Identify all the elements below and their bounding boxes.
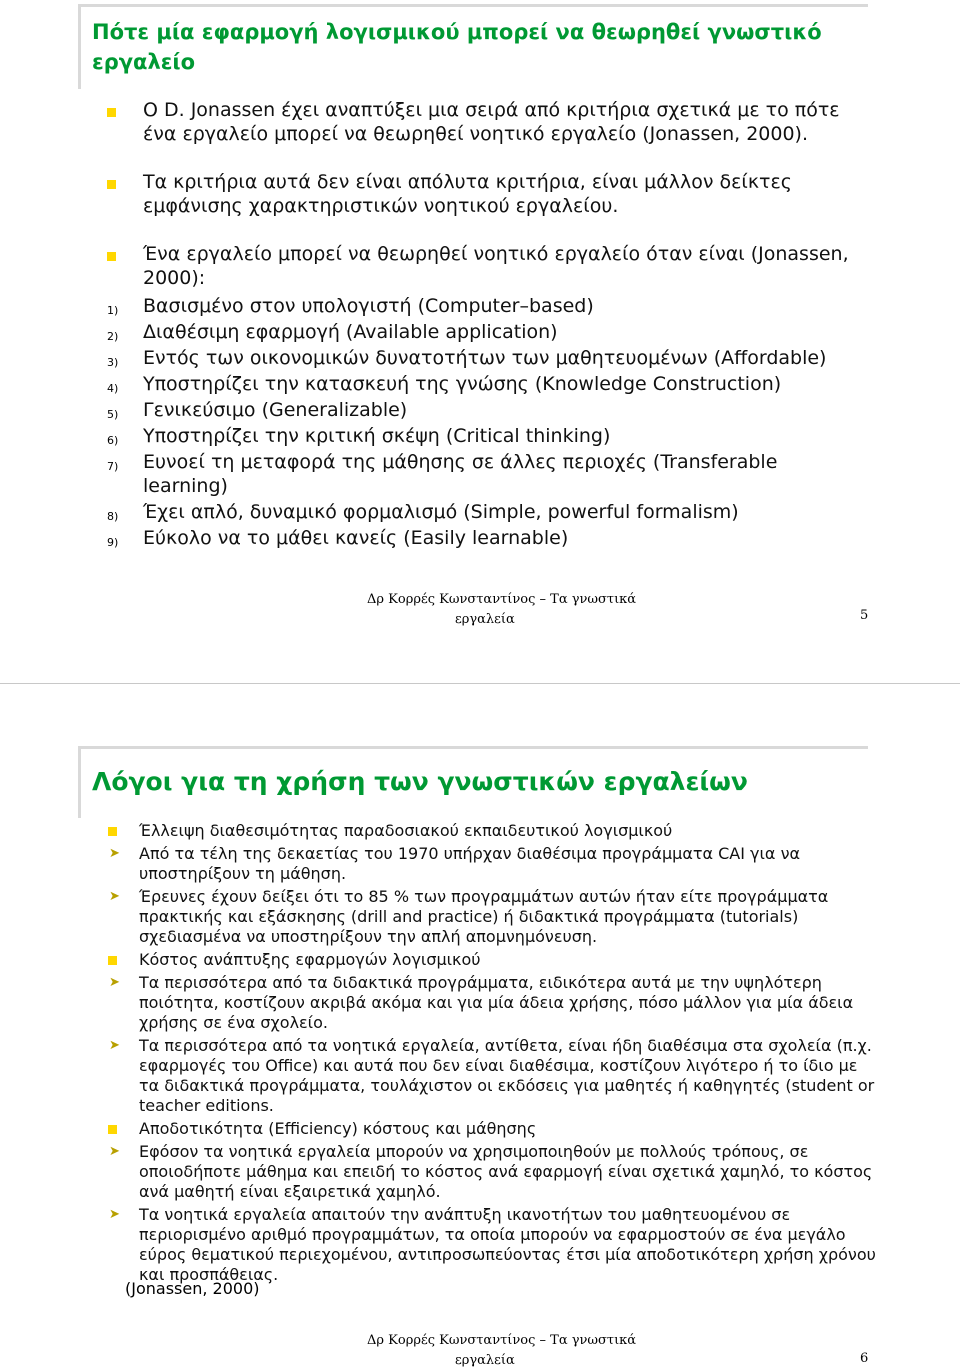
slide-frame-left: [78, 4, 81, 89]
sub-bullet-item: [108, 887, 878, 947]
sub-bullet-item: [108, 844, 878, 884]
bullet-text: Αποδοτικότητα (Efficiency) κόστους και μάθησης: [139, 1119, 537, 1138]
numbered-item: [107, 450, 867, 498]
numbered-item: [107, 526, 867, 550]
reasons-list: [108, 821, 878, 1288]
item-text: Έχει απλό, δυναμικό φορμαλισμό (Simple, powerful formalism): [143, 501, 739, 523]
numbered-item: [107, 424, 867, 448]
bullet-text: Έρευνες έχουν δείξει ότι το 85 % των προγραμμάτων αυτών ήταν είτε προγράμματα πρακτικής και εξάσκησης (drill and practice) ή διδακτικά προγράμματα (tutorials) σχεδιασμένα να υποστηρίξουν την απλή απομνημόνευση.: [139, 887, 829, 946]
bullet-item: [107, 242, 867, 290]
arrow-bullet-icon: ➤: [109, 975, 120, 990]
arrow-bullet-icon: ➤: [109, 889, 120, 904]
arrow-bullet-icon: ➤: [109, 1038, 120, 1053]
item-text: Υποστηρίζει την κατασκευή της γνώσης (Knowledge Construction): [143, 373, 782, 395]
arrow-bullet-icon: ➤: [109, 1144, 120, 1159]
bullet-item: [108, 1119, 878, 1139]
item-text: Διαθέσιμη εφαρμογή (Available application): [143, 321, 558, 343]
bullet-text: Τα κριτήρια αυτά δεν είναι απόλυτα κριτήρια, είναι μάλλον δείκτες εμφάνισης χαρακτηριστικών νοητικού εργαλείου.: [143, 171, 792, 217]
bullet-item: [108, 821, 878, 841]
square-bullet-icon: [108, 1125, 117, 1134]
bullet-text: Τα περισσότερα από τα νοητικά εργαλεία, αντίθετα, είναι ήδη διαθέσιμα στα σχολεία (π.χ. εφαρμογές του Office) και αυτά που δεν είναι διαθέσιμα, κοστίζουν λιγότερο ή το ίδιο με τα διδακτικά προγράμματα, τουλάχιστον οι εκδόσεις για μαθητές ή καθηγητές (student or teacher editions.: [139, 1036, 875, 1115]
item-text: Ευνοεί τη μεταφορά της μάθησης σε άλλες περιοχές (Transferable learning): [143, 451, 778, 497]
item-text: Εύκολο να το μάθει κανείς (Easily learnable): [143, 527, 569, 549]
page-separator: [0, 683, 960, 684]
bullet-text: Εφόσον τα νοητικά εργαλεία μπορούν να χρησιμοποιηθούν με πολλούς τρόπους, σε οποιοδήποτε μάθημα και επειδή το κόστος ανά εφαρμογή είναι σχετικά χαμηλό, το κόστος ανά μαθητή είναι εξαιρετικά χαμηλό.: [139, 1142, 873, 1201]
page-number: 5: [860, 608, 869, 623]
arrow-bullet-icon: ➤: [109, 1207, 120, 1222]
bullet-text: Ένα εργαλείο μπορεί να θεωρηθεί νοητικό εργαλείο όταν είναι (Jonassen, 2000):: [143, 243, 849, 289]
numbered-item: [107, 372, 867, 396]
bullet-text: Κόστος ανάπτυξης εφαρμογών λογισμικού: [139, 950, 481, 969]
numbered-item: [107, 294, 867, 318]
slide-title: Λόγοι για τη χρήση των γνωστικών εργαλείων: [92, 767, 748, 796]
footer-author: Δρ Κορρές Κωνσταντίνος – Τα γνωστικά: [367, 592, 637, 607]
square-bullet-icon: [108, 827, 117, 836]
slide-5: [0, 0, 960, 660]
item-text: Υποστηρίζει την κριτική σκέψη (Critical thinking): [143, 425, 611, 447]
item-number: 1): [107, 304, 119, 317]
bullet-text: Τα νοητικά εργαλεία απαιτούν την ανάπτυξη ικανοτήτων του μαθητευομένου σε περιορισμένο αριθμό προγραμμάτων, τα οποία μπορούν να εφαρμοστούν σε ένα μεγάλο εύρος θεματικού περιεχομένου, αντιπροσωπεύοντας έτσι μία αποδοτικότερη χρήση χρόνου και προσπάθειας.: [139, 1205, 876, 1284]
item-number: 3): [107, 356, 119, 369]
slide-frame-top: [78, 4, 868, 7]
bullet-item: [107, 98, 867, 146]
slide-6: [0, 700, 960, 1369]
item-text: Βασισμένο στον υπολογιστή (Computer–based): [143, 295, 594, 317]
slide-frame-left: [78, 746, 81, 818]
slide-frame-top: [78, 746, 868, 749]
item-number: 6): [107, 434, 119, 447]
bullet-item: [107, 170, 867, 218]
item-number: 9): [107, 536, 119, 549]
sub-bullet-item: [108, 1142, 878, 1202]
bullet-text: Ο D. Jonassen έχει αναπτύξει μια σειρά από κριτήρια σχετικά με το πότε ένα εργαλείο μπορεί να θεωρηθεί νοητικό εργαλείο (Jonassen, 2000).: [143, 99, 840, 145]
bullet-text: Τα περισσότερα από τα διδακτικά προγράμματα, ειδικότερα αυτά με την υψηλότερη ποιότητα, κοστίζουν ακριβά ακόμα και για μία άδεια χρήσης, πόσο μάλλον για μία άδεια χρήσης σε ένα σχολείο.: [139, 973, 854, 1032]
citation: (Jonassen, 2000): [125, 1279, 260, 1298]
numbered-item: [107, 320, 867, 344]
numbered-item: [107, 346, 867, 370]
footer-topic: εργαλεία: [455, 1353, 515, 1368]
item-number: 4): [107, 382, 119, 395]
footer-author: Δρ Κορρές Κωνσταντίνος – Τα γνωστικά: [367, 1333, 637, 1348]
bullet-item: [108, 950, 878, 970]
arrow-bullet-icon: ➤: [109, 846, 120, 861]
item-text: Γενικεύσιμο (Generalizable): [143, 399, 408, 421]
sub-bullet-item: [108, 973, 878, 1033]
square-bullet-icon: [108, 956, 117, 965]
item-number: 8): [107, 510, 119, 523]
footer-topic: εργαλεία: [455, 612, 515, 627]
sub-bullet-item: [108, 1205, 878, 1285]
criteria-list: [107, 98, 867, 552]
numbered-item: [107, 398, 867, 422]
bullet-text: Έλλειψη διαθεσιμότητας παραδοσιακού εκπαιδευτικού λογισμικού: [139, 821, 673, 840]
square-bullet-icon: [107, 252, 116, 261]
item-text: Εντός των οικονομικών δυνατοτήτων των μαθητευομένων (Affordable): [143, 347, 827, 369]
square-bullet-icon: [107, 180, 116, 189]
item-number: 7): [107, 460, 119, 473]
numbered-item: [107, 500, 867, 524]
item-number: 2): [107, 330, 119, 343]
item-number: 5): [107, 408, 119, 421]
page-number: 6: [860, 1351, 869, 1366]
slide-title: Πότε μία εφαρμογή λογισμικού μπορεί να θεωρηθεί γνωστικό εργαλείο: [92, 20, 822, 74]
bullet-text: Από τα τέλη της δεκαετίας του 1970 υπήρχαν διαθέσιμα προγράμματα CAI για να υποστηρίξουν τη μάθηση.: [139, 844, 801, 883]
sub-bullet-item: [108, 1036, 878, 1116]
square-bullet-icon: [107, 108, 116, 117]
